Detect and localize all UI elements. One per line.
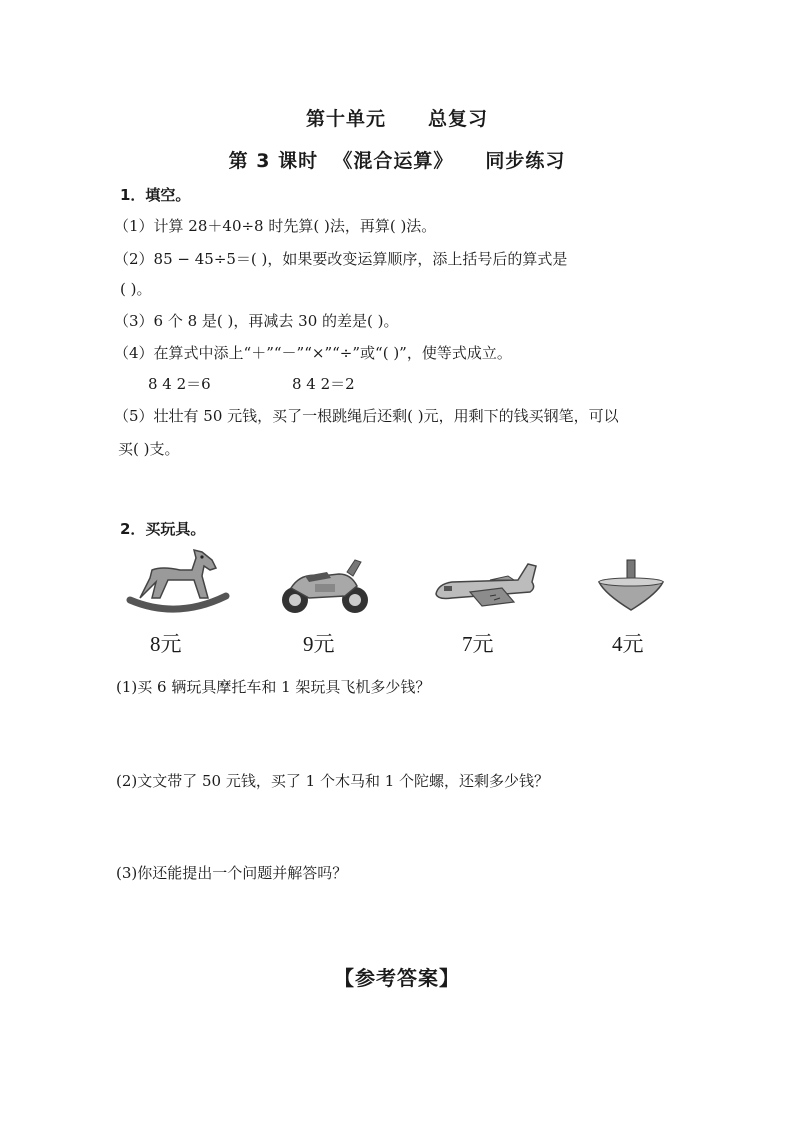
lesson-topic: 《混合运算》: [333, 150, 454, 172]
unit-topic: 总复习: [428, 108, 489, 130]
q1-item-2-cont: ( )。: [120, 280, 152, 298]
motorcycle-icon: [275, 552, 375, 618]
q2-sub-3: (3)你还能提出一个问题并解答吗？: [116, 864, 348, 882]
q1-equation-1: 8 4 2＝6: [148, 375, 211, 393]
airplane-icon: [430, 556, 540, 612]
answer-heading: 【参考答案】: [334, 966, 460, 990]
rocking-horse-icon: [122, 548, 232, 618]
toy-airplane: [420, 556, 550, 612]
q2-title: 2．买玩具。: [120, 520, 206, 538]
q2-sub-2: (2)文文带了 50 元钱，买了 1 个木马和 1 个陀螺，还剩多少钱？: [116, 772, 550, 790]
unit-label: 第十单元: [305, 108, 386, 130]
price-airplane: 7元: [462, 632, 494, 656]
toy-motorcycle: [260, 552, 390, 618]
unit-title: [0, 104, 794, 131]
lesson-label: 第 3 课时: [228, 150, 319, 172]
toy-spinning-top: [566, 556, 696, 612]
price-motorcycle: 9元: [303, 632, 335, 656]
q1-item-5: （5）壮壮有 50 元钱，买了一根跳绳后还剩( )元，用剩下的钱买钢笔，可以: [114, 407, 619, 425]
toy-rocking-horse: [112, 548, 242, 618]
q1-item-1: （1）计算 28＋40÷8 时先算( )法，再算( )法。: [114, 217, 437, 235]
lesson-type: 同步练习: [485, 150, 566, 172]
price-spinning-top: 4元: [612, 632, 644, 656]
q1-item-2: （2）85 − 45÷5＝( )，如果要改变运算顺序，添上括号后的算式是: [114, 250, 568, 268]
price-rocking-horse: 8元: [150, 632, 182, 656]
q1-item-3: （3）6 个 8 是( )，再减去 30 的差是( )。: [114, 312, 399, 330]
spinning-top-icon: [591, 556, 671, 612]
q1-title: 1．填空。: [120, 186, 191, 204]
q1-item-5-cont: 买( )支。: [118, 440, 180, 458]
q1-equation-2: 8 4 2＝2: [292, 375, 355, 393]
q2-sub-1: (1)买 6 辆玩具摩托车和 1 架玩具飞机多少钱？: [116, 678, 431, 696]
lesson-title: [0, 146, 794, 173]
q1-item-4: （4）在算式中添上“＋”“－”“×”“÷”或“( )”，使等式成立。: [114, 344, 512, 362]
